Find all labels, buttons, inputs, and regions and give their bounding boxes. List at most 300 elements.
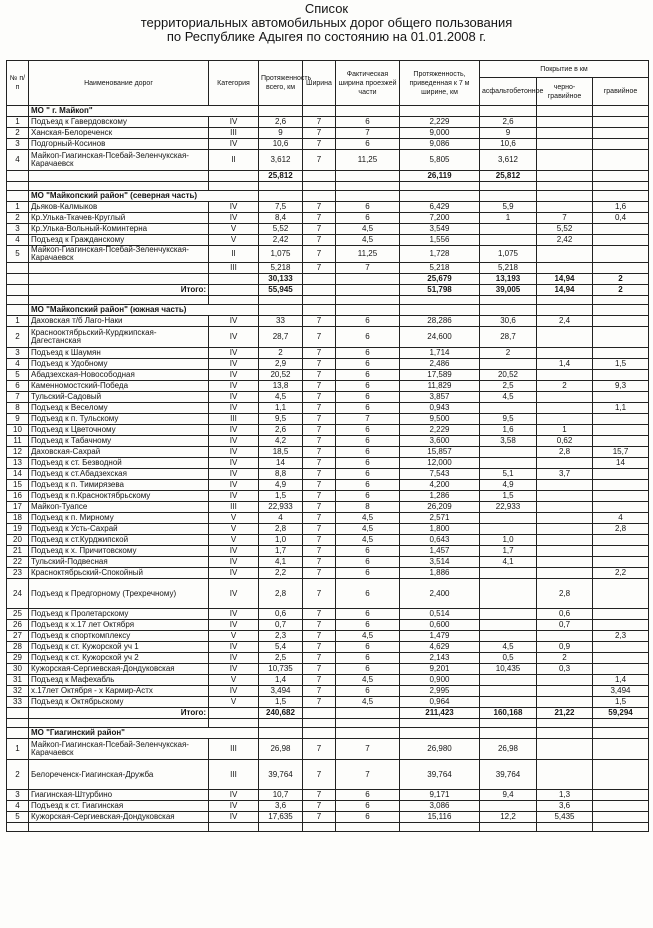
- length-total: 33: [259, 316, 303, 327]
- title-line-3: по Республике Адыгея по состоянию на 01.01.2008 г.: [166, 29, 487, 44]
- road-name: [29, 263, 209, 274]
- table-row: [7, 327, 649, 348]
- asphalt: [480, 609, 537, 620]
- road-name: Подъезд к ст.Курджипской: [29, 535, 209, 546]
- gravel: [593, 139, 649, 150]
- asphalt: 39,764: [480, 760, 537, 790]
- reduced-length: 15,857: [400, 447, 480, 458]
- carriageway-width: 4,5: [336, 513, 400, 524]
- row-number: 1: [7, 739, 29, 760]
- row-number: 3: [7, 790, 29, 801]
- width: 7: [303, 524, 336, 535]
- table-row: [7, 579, 649, 609]
- gravel: [593, 469, 649, 480]
- width: 7: [303, 686, 336, 697]
- carriageway-width: 6: [336, 425, 400, 436]
- reduced-length: 2,229: [400, 425, 480, 436]
- gravel: [593, 620, 649, 631]
- total-gravel-black: 21,22: [537, 708, 593, 719]
- gravel-black: [537, 139, 593, 150]
- carriageway-width: 8: [336, 502, 400, 513]
- header-carriageway: Фактическая ширина проезжей части: [336, 61, 400, 106]
- carriageway-width: 4,5: [336, 235, 400, 246]
- width: 7: [303, 631, 336, 642]
- gravel: [593, 392, 649, 403]
- gravel: [593, 370, 649, 381]
- gravel: [593, 790, 649, 801]
- gravel: 9,3: [593, 381, 649, 392]
- total-gravel: 2: [593, 274, 649, 285]
- length-total: 4,1: [259, 557, 303, 568]
- table-row: [7, 480, 649, 491]
- gravel: 1,4: [593, 675, 649, 686]
- gravel: [593, 235, 649, 246]
- gravel: [593, 436, 649, 447]
- table-row: [7, 631, 649, 642]
- gravel-black: 7: [537, 213, 593, 224]
- table-row: [7, 568, 649, 579]
- category: V: [209, 535, 259, 546]
- section-header-row: [7, 728, 649, 739]
- section-cell-empty: [400, 106, 480, 117]
- road-name: Подгорный-Косинов: [29, 139, 209, 150]
- carriageway-width: 6: [336, 447, 400, 458]
- table-row: [7, 150, 649, 171]
- length-total: 1,075: [259, 246, 303, 263]
- row-number: 18: [7, 513, 29, 524]
- category: III: [209, 739, 259, 760]
- category: IV: [209, 392, 259, 403]
- width: 7: [303, 224, 336, 235]
- gravel: [593, 128, 649, 139]
- length-total: 0,7: [259, 620, 303, 631]
- reduced-length: 3,549: [400, 224, 480, 235]
- road-name: Подъезд к Табачному: [29, 436, 209, 447]
- spacer-row: [7, 296, 649, 305]
- section-cell-empty: [400, 728, 480, 739]
- row-number: 9: [7, 414, 29, 425]
- asphalt: 9,5: [480, 414, 537, 425]
- table-row: [7, 524, 649, 535]
- total-cell-empty: [7, 708, 29, 719]
- gravel-black: [537, 403, 593, 414]
- category: V: [209, 631, 259, 642]
- category: V: [209, 513, 259, 524]
- length-total: 10,735: [259, 664, 303, 675]
- length-total: 1,4: [259, 675, 303, 686]
- gravel: [593, 760, 649, 790]
- table-row: [7, 224, 649, 235]
- carriageway-width: 7: [336, 128, 400, 139]
- length-total: 5,218: [259, 263, 303, 274]
- width: 7: [303, 760, 336, 790]
- asphalt: 3,612: [480, 150, 537, 171]
- carriageway-width: 6: [336, 327, 400, 348]
- asphalt: [480, 513, 537, 524]
- gravel: [593, 414, 649, 425]
- reduced-length: 26,980: [400, 739, 480, 760]
- carriageway-width: 6: [336, 469, 400, 480]
- carriageway-width: 4,5: [336, 631, 400, 642]
- gravel: [593, 801, 649, 812]
- reduced-length: 5,218: [400, 263, 480, 274]
- category: IV: [209, 213, 259, 224]
- gravel: [593, 739, 649, 760]
- width: 7: [303, 568, 336, 579]
- length-total: 2,6: [259, 117, 303, 128]
- reduced-length: 0,643: [400, 535, 480, 546]
- total-length: 55,945: [259, 285, 303, 296]
- gravel-black: 1: [537, 425, 593, 436]
- asphalt: 0,5: [480, 653, 537, 664]
- table-row: [7, 469, 649, 480]
- total-length: 240,682: [259, 708, 303, 719]
- table-row: [7, 202, 649, 213]
- carriageway-width: 4,5: [336, 224, 400, 235]
- reduced-length: 9,000: [400, 128, 480, 139]
- road-name: Подъезд к Мафехабль: [29, 675, 209, 686]
- length-total: 18,5: [259, 447, 303, 458]
- gravel: 0,4: [593, 213, 649, 224]
- spacer-cell: [336, 823, 400, 832]
- road-name: Подъезд к спорткомплексу: [29, 631, 209, 642]
- row-number: 11: [7, 436, 29, 447]
- spacer-cell: [400, 823, 480, 832]
- gravel: [593, 246, 649, 263]
- spacer-row: [7, 182, 649, 191]
- section-title: МО "Гиагинский район": [29, 728, 259, 739]
- reduced-length: 7,543: [400, 469, 480, 480]
- spacer-row: [7, 719, 649, 728]
- asphalt: 20,52: [480, 370, 537, 381]
- road-name: Подъезд к п. Тимирязева: [29, 480, 209, 491]
- total-label: [29, 274, 209, 285]
- header-num: № п/п: [7, 61, 29, 106]
- carriageway-width: 4,5: [336, 697, 400, 708]
- road-name: Подъезд к ст. Безводной: [29, 458, 209, 469]
- width: 7: [303, 739, 336, 760]
- length-total: 9,5: [259, 414, 303, 425]
- spacer-cell: [480, 182, 537, 191]
- carriageway-width: 4,5: [336, 675, 400, 686]
- reduced-length: 4,629: [400, 642, 480, 653]
- row-number: 17: [7, 502, 29, 513]
- table-row: [7, 235, 649, 246]
- table-row: [7, 790, 649, 801]
- section-cell-empty: [480, 106, 537, 117]
- gravel-black: [537, 370, 593, 381]
- reduced-length: 1,479: [400, 631, 480, 642]
- gravel: 14: [593, 458, 649, 469]
- header-name: Наименование дорог: [29, 61, 209, 106]
- gravel: 1,6: [593, 202, 649, 213]
- table-row: [7, 447, 649, 458]
- gravel-black: 2: [537, 653, 593, 664]
- gravel-black: [537, 535, 593, 546]
- length-total: 10,7: [259, 790, 303, 801]
- road-name: Кр.Улька-Ткачев-Круглый: [29, 213, 209, 224]
- spacer-cell: [7, 719, 29, 728]
- carriageway-width: 6: [336, 642, 400, 653]
- width: 7: [303, 150, 336, 171]
- road-name: Майкоп-Гиагинская-Псебай-Зеленчукская-Карачаевск: [29, 150, 209, 171]
- asphalt: [480, 697, 537, 708]
- total-row: [7, 171, 649, 182]
- carriageway-width: 6: [336, 480, 400, 491]
- row-number: 25: [7, 609, 29, 620]
- total-reduced: 211,423: [400, 708, 480, 719]
- gravel-black: [537, 491, 593, 502]
- section-cell-empty: [593, 728, 649, 739]
- spacer-cell: [336, 296, 400, 305]
- header-gravel-black: черно-гравийное: [537, 78, 593, 106]
- length-total: 5,4: [259, 642, 303, 653]
- spacer-cell: [303, 296, 336, 305]
- gravel: 2,2: [593, 568, 649, 579]
- total-length: 30,133: [259, 274, 303, 285]
- category: IV: [209, 801, 259, 812]
- road-name: Майкоп-Туапсе: [29, 502, 209, 513]
- spacer-cell: [7, 823, 29, 832]
- carriageway-width: 6: [336, 546, 400, 557]
- reduced-length: 2,486: [400, 359, 480, 370]
- asphalt: 30,6: [480, 316, 537, 327]
- row-number: 29: [7, 653, 29, 664]
- length-total: 20,52: [259, 370, 303, 381]
- table-row: [7, 458, 649, 469]
- gravel-black: [537, 686, 593, 697]
- spacer-cell: [29, 823, 209, 832]
- carriageway-width: 11,25: [336, 246, 400, 263]
- road-name: Подъезд к Октябрьскому: [29, 697, 209, 708]
- road-name: Красноктябрьский-Спокойный: [29, 568, 209, 579]
- length-total: 9: [259, 128, 303, 139]
- category: V: [209, 235, 259, 246]
- width: 7: [303, 557, 336, 568]
- gravel: [593, 664, 649, 675]
- road-name: Белореченск-Гиагинская-Дружба: [29, 760, 209, 790]
- width: 7: [303, 213, 336, 224]
- spacer-cell: [209, 823, 259, 832]
- table-row: [7, 812, 649, 823]
- reduced-length: 0,943: [400, 403, 480, 414]
- section-cell-empty: [259, 305, 303, 316]
- gravel: [593, 491, 649, 502]
- asphalt: [480, 579, 537, 609]
- gravel-black: 2,42: [537, 235, 593, 246]
- section-cell-empty: [537, 106, 593, 117]
- reduced-length: 0,600: [400, 620, 480, 631]
- road-name: Тульский-Подвесная: [29, 557, 209, 568]
- road-name: Подъезд к Гавердовскому: [29, 117, 209, 128]
- road-name: Подъезд к Гражданскому: [29, 235, 209, 246]
- reduced-length: 17,589: [400, 370, 480, 381]
- header-surface: Покрытие в км: [480, 61, 649, 78]
- total-asphalt: 13,193: [480, 274, 537, 285]
- width: 7: [303, 370, 336, 381]
- table-row: [7, 414, 649, 425]
- row-number: 2: [7, 327, 29, 348]
- total-cell-empty: [336, 708, 400, 719]
- section-cell-empty: [480, 305, 537, 316]
- reduced-length: 7,200: [400, 213, 480, 224]
- gravel-black: [537, 327, 593, 348]
- table-row: [7, 546, 649, 557]
- asphalt: 26,98: [480, 739, 537, 760]
- length-total: 2,6: [259, 425, 303, 436]
- table-row: [7, 425, 649, 436]
- row-number: [7, 263, 29, 274]
- gravel-black: [537, 202, 593, 213]
- length-total: 2: [259, 348, 303, 359]
- carriageway-width: 6: [336, 812, 400, 823]
- carriageway-width: 6: [336, 359, 400, 370]
- table-row: [7, 557, 649, 568]
- length-total: 2,9: [259, 359, 303, 370]
- asphalt: 5,9: [480, 202, 537, 213]
- carriageway-width: 6: [336, 139, 400, 150]
- spacer-row: [7, 823, 649, 832]
- carriageway-width: 6: [336, 202, 400, 213]
- carriageway-width: 6: [336, 458, 400, 469]
- table-row: [7, 653, 649, 664]
- table-header: [7, 61, 649, 106]
- gravel: 3,494: [593, 686, 649, 697]
- asphalt: 4,5: [480, 392, 537, 403]
- section-cell-empty: [303, 191, 336, 202]
- road-name: Кр.Улька-Вольный-Коминтерна: [29, 224, 209, 235]
- header-gravel: гравийное: [593, 78, 649, 106]
- gravel-black: [537, 697, 593, 708]
- gravel: 1,5: [593, 359, 649, 370]
- header-reduced-length: Протяженность, приведенная к 7 м ширине, км: [400, 61, 480, 106]
- width: 7: [303, 202, 336, 213]
- table-row: [7, 739, 649, 760]
- length-total: 1,0: [259, 535, 303, 546]
- gravel-black: [537, 557, 593, 568]
- gravel: [593, 579, 649, 609]
- road-name: Тульский-Садовый: [29, 392, 209, 403]
- section-cell-empty: [303, 106, 336, 117]
- road-name: Краснооктябрьский-Курджипская-Дагестанская: [29, 327, 209, 348]
- table-row: [7, 348, 649, 359]
- header-length-total: Протяженность всего, км: [259, 61, 303, 106]
- row-number: 19: [7, 524, 29, 535]
- gravel-black: 1,3: [537, 790, 593, 801]
- gravel-black: 2: [537, 381, 593, 392]
- section-cell-empty: [593, 106, 649, 117]
- road-name: Гиагинская-Штурбино: [29, 790, 209, 801]
- width: 7: [303, 117, 336, 128]
- width: 7: [303, 697, 336, 708]
- gravel: [593, 117, 649, 128]
- spacer-cell: [480, 296, 537, 305]
- road-name: Подъезд к х.17 лет Октября: [29, 620, 209, 631]
- category: IV: [209, 609, 259, 620]
- reduced-length: 28,286: [400, 316, 480, 327]
- table-row: [7, 370, 649, 381]
- road-name: х.17лет Октября - х Кармир-Астх: [29, 686, 209, 697]
- row-number: 2: [7, 760, 29, 790]
- reduced-length: 2,995: [400, 686, 480, 697]
- table-row: [7, 117, 649, 128]
- row-number: 7: [7, 392, 29, 403]
- total-row: [7, 274, 649, 285]
- row-number: 4: [7, 150, 29, 171]
- gravel-black: [537, 675, 593, 686]
- total-gravel-black: [537, 171, 593, 182]
- road-name: Майкоп-Гиагинская-Псебай-Зеленчукская-Карачаевск: [29, 246, 209, 263]
- section-cell-empty: [480, 728, 537, 739]
- width: 7: [303, 414, 336, 425]
- reduced-length: 24,600: [400, 327, 480, 348]
- length-total: 22,933: [259, 502, 303, 513]
- spacer-cell: [593, 823, 649, 832]
- spacer-cell: [29, 296, 209, 305]
- spacer-cell: [209, 182, 259, 191]
- gravel-black: [537, 480, 593, 491]
- reduced-length: 15,116: [400, 812, 480, 823]
- spacer-cell: [209, 719, 259, 728]
- asphalt: 5,1: [480, 469, 537, 480]
- asphalt: 1,5: [480, 491, 537, 502]
- table-row: [7, 686, 649, 697]
- length-total: 4,2: [259, 436, 303, 447]
- gravel: [593, 316, 649, 327]
- gravel-black: 3,6: [537, 801, 593, 812]
- reduced-length: 1,728: [400, 246, 480, 263]
- table-row: [7, 381, 649, 392]
- asphalt: [480, 675, 537, 686]
- table-row: [7, 128, 649, 139]
- table-row: [7, 620, 649, 631]
- road-name: Каменномостский-Победа: [29, 381, 209, 392]
- table-row: [7, 760, 649, 790]
- gravel: [593, 557, 649, 568]
- category: V: [209, 697, 259, 708]
- gravel: [593, 224, 649, 235]
- row-number: 26: [7, 620, 29, 631]
- road-name: Подъезд к х. Причитовскому: [29, 546, 209, 557]
- table-row: [7, 697, 649, 708]
- total-gravel-black: 14,94: [537, 285, 593, 296]
- title-line-2: территориальных автомобильных дорог общего пользования: [140, 15, 513, 30]
- carriageway-width: 7: [336, 760, 400, 790]
- gravel: 4: [593, 513, 649, 524]
- carriageway-width: 7: [336, 414, 400, 425]
- gravel-black: [537, 246, 593, 263]
- header-width: Ширина: [303, 61, 336, 106]
- length-total: 7,5: [259, 202, 303, 213]
- length-total: 10,6: [259, 139, 303, 150]
- category: IV: [209, 546, 259, 557]
- carriageway-width: 11,25: [336, 150, 400, 171]
- gravel-black: [537, 458, 593, 469]
- asphalt: 10,435: [480, 664, 537, 675]
- carriageway-width: 6: [336, 653, 400, 664]
- section-cell-empty: [593, 191, 649, 202]
- total-gravel: 59,294: [593, 708, 649, 719]
- reduced-length: 4,200: [400, 480, 480, 491]
- carriageway-width: 6: [336, 568, 400, 579]
- width: 7: [303, 653, 336, 664]
- row-number: 21: [7, 546, 29, 557]
- reduced-length: 12,000: [400, 458, 480, 469]
- row-number: 4: [7, 359, 29, 370]
- section-header-row: [7, 305, 649, 316]
- spacer-cell: [303, 182, 336, 191]
- table-row: [7, 675, 649, 686]
